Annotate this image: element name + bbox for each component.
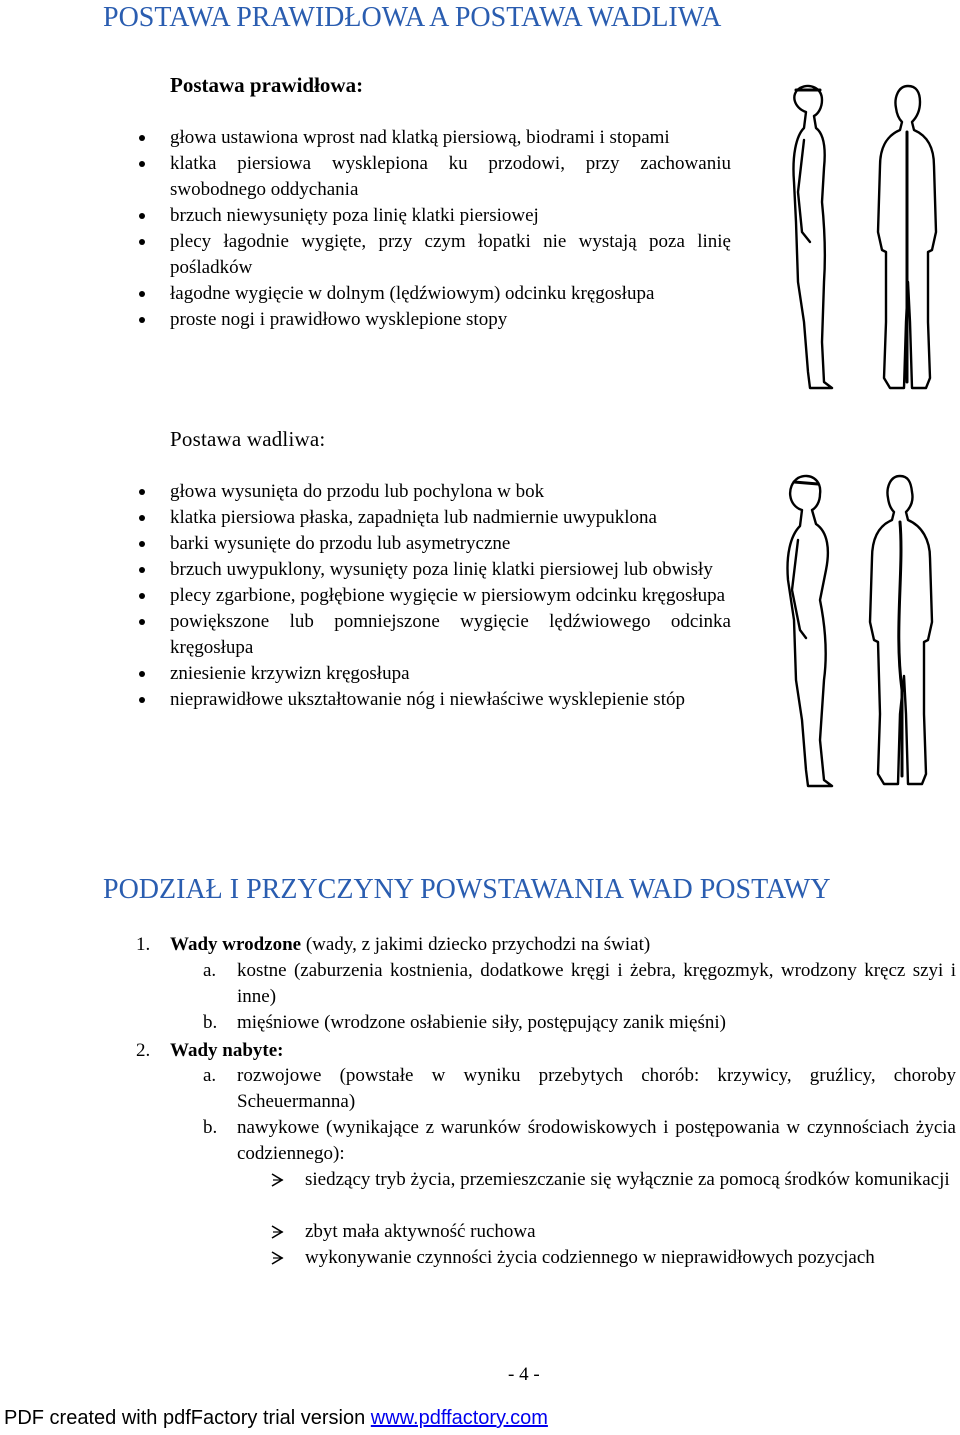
diamond-bullet-icon bbox=[270, 1224, 284, 1240]
correct-posture-heading: Postawa prawidłowa: bbox=[170, 73, 364, 97]
item-number: 2. bbox=[136, 1040, 151, 1061]
list-item: zniesienie krzywizn kręgosłupa bbox=[170, 661, 731, 687]
list-item: nieprawidłowe ukształtowanie nóg i niewłaściwe wysklepienie stóp bbox=[170, 687, 731, 713]
correct-posture-list bbox=[170, 125, 731, 333]
sub-item: siedzący tryb życia, przemieszczanie się wyłącznie za pomocą środków komunikacji bbox=[305, 1169, 950, 1190]
item-letter: a. bbox=[203, 960, 217, 981]
item-letter: b. bbox=[203, 1012, 218, 1033]
list-item: brzuch uwypuklony, wysunięty poza linię klatki piersiowej lub obwisły bbox=[170, 557, 731, 583]
item-number: 1. bbox=[136, 934, 151, 955]
pdf-footer: PDF created with pdfFactory trial version www.pdffactory.com bbox=[4, 1407, 548, 1429]
sub-item: wykonywanie czynności życia codziennego w nieprawidłowych pozycjach bbox=[305, 1247, 875, 1268]
muscle-defects-item: mięśniowe (wrodzone osłabienie siły, postępujący zanik mięśni) bbox=[237, 1012, 726, 1033]
diamond-bullet-icon bbox=[270, 1172, 284, 1188]
list-item: klatka piersiowa płaska, zapadnięta lub nadmiernie uwypuklona bbox=[170, 505, 731, 531]
faulty-posture-heading: Postawa wadliwa: bbox=[170, 427, 326, 451]
page-title: POSTAWA PRAWIDŁOWA A POSTAWA WADLIWA bbox=[103, 2, 722, 33]
list-item: łagodne wygięcie w dolnym (lędźwiowym) odcinku kręgosłupa bbox=[170, 281, 731, 307]
list-item: brzuch niewysunięty poza linię klatki piersiowej bbox=[170, 203, 731, 229]
list-item: głowa ustawiona wprost nad klatką piersiową, biodrami i stopami bbox=[170, 125, 731, 151]
congenital-defects-item: Wady wrodzone (wady, z jakimi dziecko przychodzi na świat) bbox=[170, 934, 651, 955]
list-item: proste nogi i prawidłowo wysklepione stopy bbox=[170, 307, 731, 333]
list-item: plecy łagodnie wygięte, przy czym łopatki nie wystają poza linię pośladków bbox=[170, 229, 731, 281]
list-item: powiększone lub pomniejszone wygięcie lędźwiowego odcinka kręgosłupa bbox=[170, 609, 731, 661]
item-letter: b. bbox=[203, 1117, 218, 1138]
faulty-posture-illustration bbox=[770, 470, 950, 795]
acquired-defects-item: Wady nabyte: bbox=[170, 1040, 284, 1061]
section-title: PODZIAŁ I PRZYCZYNY POWSTAWANIA WAD POSTAWY bbox=[103, 874, 831, 905]
list-item: barki wysunięte do przodu lub asymetryczne bbox=[170, 531, 731, 557]
correct-posture-illustration bbox=[770, 82, 950, 402]
list-item: plecy zgarbione, pogłębione wygięcie w piersiowym odcinku kręgosłupa bbox=[170, 583, 731, 609]
developmental-defects-item: rozwojowe (powstałe w wyniku przebytych chorób: krzywicy, gruźlicy, choroby Scheuermanna) bbox=[237, 1065, 956, 1112]
sub-item: zbyt mała aktywność ruchowa bbox=[305, 1221, 536, 1242]
item-letter: a. bbox=[203, 1065, 217, 1086]
habitual-defects-item: nawykowe (wynikające z warunków środowiskowych i postępowania w czynnościach życia codziennego): bbox=[237, 1117, 956, 1164]
list-item: głowa wysunięta do przodu lub pochylona w bok bbox=[170, 479, 731, 505]
list-item: klatka piersiowa wysklepiona ku przodowi, przy zachowaniu swobodnego oddychania bbox=[170, 151, 731, 203]
bone-defects-item: kostne (zaburzenia kostnienia, dodatkowe kręgi i żebra, kręgozmyk, wrodzony kręcz szyi i inne) bbox=[237, 960, 956, 1007]
pdffactory-link[interactable]: www.pdffactory.com bbox=[370, 1407, 548, 1429]
diamond-bullet-icon bbox=[270, 1250, 284, 1266]
faulty-posture-list bbox=[170, 479, 731, 713]
page-number: - 4 - bbox=[508, 1364, 540, 1385]
